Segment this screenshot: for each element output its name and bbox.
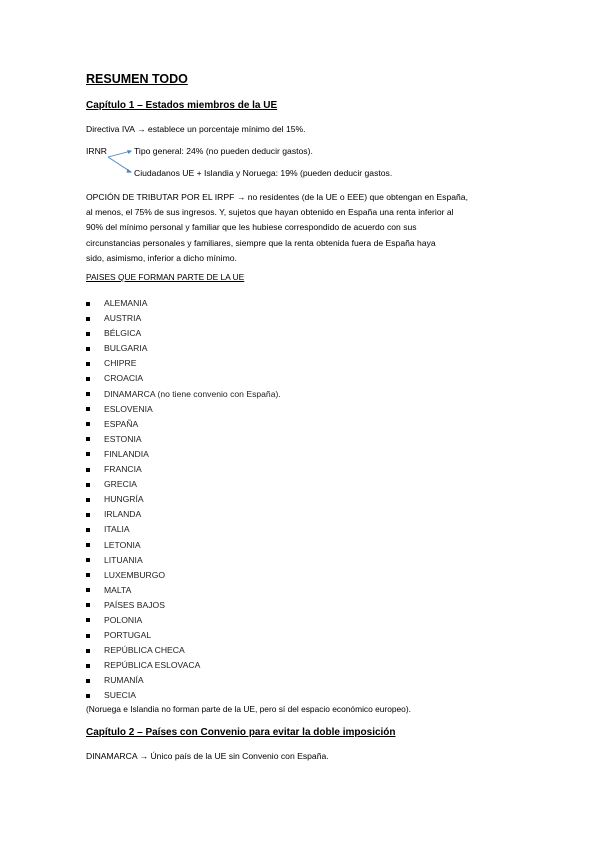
bullet-icon	[86, 528, 90, 532]
bullet-icon	[86, 377, 90, 381]
bullet-icon	[86, 694, 90, 698]
bullet-icon	[86, 649, 90, 653]
bullet-icon	[86, 317, 90, 321]
bullet-icon	[86, 302, 90, 306]
dinamarca-line: DINAMARCA → Único país de la UE sin Convenio con España.	[86, 751, 329, 761]
directiva-line: Directiva IVA → establece un porcentaje mínimo del 15%.	[86, 124, 306, 134]
arrowhead-ue	[127, 169, 133, 173]
bullet-icon	[86, 468, 90, 472]
irnr-general: Tipo general: 24% (no pueden deducir gastos).	[134, 146, 313, 156]
bullet-icon	[86, 347, 90, 351]
chapter1-heading: Capítulo 1 – Estados miembros de la UE	[86, 100, 278, 111]
bullet-icon	[86, 588, 90, 592]
document-title: RESUMEN TODO	[86, 72, 188, 86]
document-page: RESUMEN TODO Capítulo 1 – Estados miembros de la UE Directiva IVA → establece un porcentaje mínimo del 15%. IRNR Tipo general: 24% (no pueden deducir gastos). Ciudadanos UE + Islandia y Noruega: 19% (pueden deducir gastos. OPCIÓN DE TRIBUTAR POR EL IRPF → no residentes (de la UE o EEE) que obtengan en España, al menos, el 75% de sus ingresos. Y, sujetos que hayan obtenido en España una renta inferior al 90% del mínimo personal y familiar que les hubiese correspondido de acuerdo con sus circunstancias personales y familiares, siempre que la renta obtenida fuera de España haya sido, asimismo, inferior a dicho mínimo. PAISES QUE FORMAN PARTE DE LA UE ALEMANIA AUSTRIA BÉLGICA BULGARIA CHIPRE CROACIA DINAMARCA (no tiene convenio con España). ESLOVENIA ESPAÑA ESTONIA FINLANDIA FRANCIA GRECIA HUNGRÍA IRLANDA ITALIA LETONIA LITUANIA LUXEMBURGO MALTA PAÍSES BAJOS POLONIA PORTUGAL REPÚBLICA CHECA REPÚBLICA ESLOVACA RUMANÍA SUECIA (Noruega e Islandia no forman parte de la UE, pero sí del espacio económico europeo). Capítulo 2 – Países con Convenio para evitar la doble imposición DINAMARCA → Único país de la UE sin Convenio con España.	[0, 0, 599, 848]
irnr-label: IRNR	[86, 146, 108, 156]
paragraph-line: 90% del mínimo personal y familiar que les hubiese correspondido de acuerdo con sus	[86, 222, 417, 233]
chapter2-heading: Capítulo 2 – Países con Convenio para evitar la doble imposición	[86, 727, 396, 738]
bullet-icon	[86, 543, 90, 547]
bullet-icon	[86, 362, 90, 366]
arrow-to-general	[108, 151, 131, 157]
paragraph-line: OPCIÓN DE TRIBUTAR POR EL IRPF → no residentes (de la UE o EEE) que obtengan en España,	[86, 192, 468, 202]
arrowhead-general	[127, 150, 132, 154]
bullet-icon	[86, 513, 90, 517]
paragraph-line: al menos, el 75% de sus ingresos. Y, sujetos que hayan obtenido en España una renta inferior al	[86, 207, 454, 218]
bullet-icon	[86, 558, 90, 562]
bullet-icon	[86, 664, 90, 668]
bullet-icon	[86, 603, 90, 607]
opcion-paragraph	[86, 190, 526, 266]
irnr-ue: Ciudadanos UE + Islandia y Noruega: 19% (pueden deducir gastos.	[134, 168, 393, 178]
bullet-icon	[86, 392, 90, 396]
bullet-icon	[86, 437, 90, 441]
bullet-icon	[86, 483, 90, 487]
paises-heading: PAISES QUE FORMAN PARTE DE LA UE	[86, 272, 245, 282]
bullet-icon	[86, 452, 90, 456]
bullet-icon	[86, 679, 90, 683]
bullet-icon	[86, 407, 90, 411]
bullet-icon	[86, 618, 90, 622]
paragraph-line: sido, asimismo, inferior a dicho mínimo.	[86, 252, 237, 263]
bullet-icon	[86, 332, 90, 336]
eea-note: (Noruega e Islandia no forman parte de la UE, pero sí del espacio económico europeo).	[86, 704, 411, 714]
arrow-to-ue	[108, 157, 131, 172]
bullet-icon	[86, 573, 90, 577]
paragraph-line: circunstancias personales y familiares, siempre que la renta obtenida fuera de España haya	[86, 237, 436, 248]
bullet-icon	[86, 498, 90, 502]
bullet-icon	[86, 634, 90, 638]
bullet-icon	[86, 422, 90, 426]
